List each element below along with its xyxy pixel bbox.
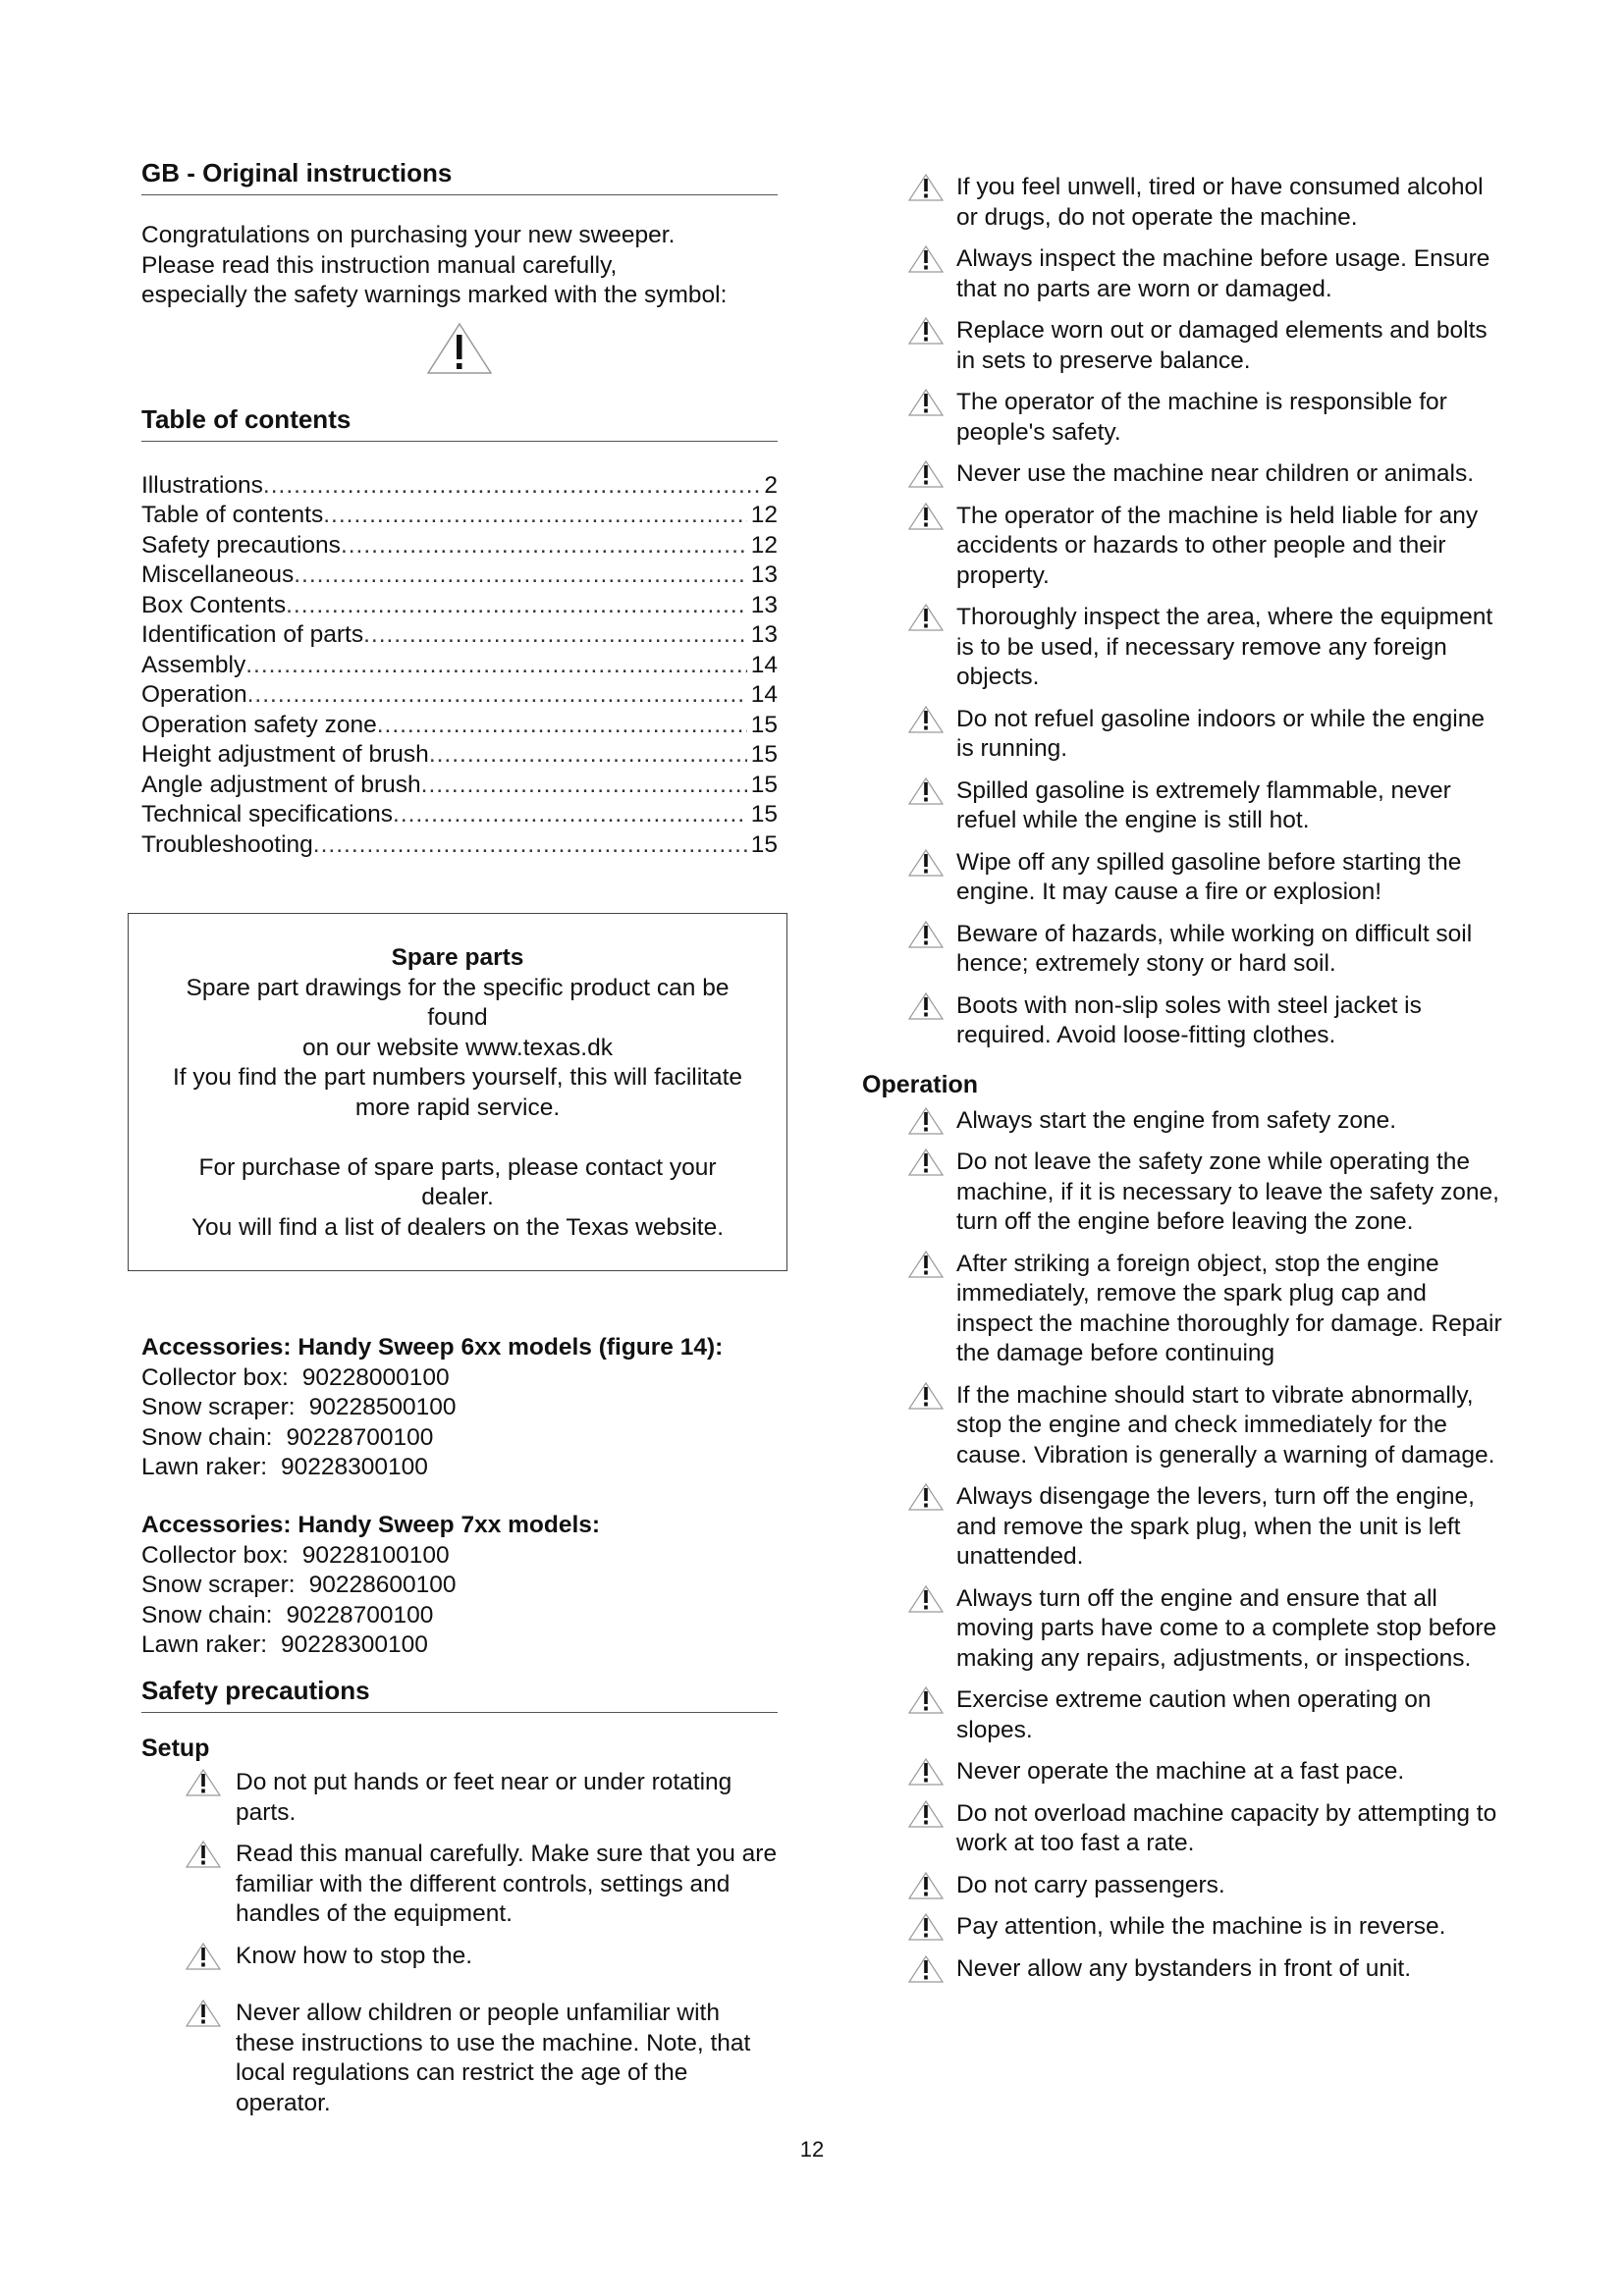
accessory-name: Collector box: [141,1363,289,1391]
toc-leader-dots [313,830,747,861]
toc-leader-dots [421,771,747,801]
toc-leader-dots [393,800,747,830]
warning-icon [185,1840,222,1878]
accessories-7xx-title: Accessories: Handy Sweep 7xx models: [141,1512,601,1538]
page-title: GB - Original instructions [141,157,778,195]
safety-warning-item [864,1381,1502,1471]
safety-warning-item [864,244,1502,304]
accessory-row [141,1541,789,1572]
safety-warning-item [864,1871,1502,1901]
toc-entry-title: Troubleshooting [141,830,313,858]
safety-warning-item [864,1482,1502,1573]
accessories-7xx [141,1511,789,1661]
warning-icon [907,1250,945,1288]
safety-section [141,1675,778,2118]
safety-warning-text: Exercise extreme caution when operating on slopes. [956,1686,1432,1743]
accessories-6xx-title: Accessories: Handy Sweep 6xx models (figure 14): [141,1334,724,1361]
toc-entry-title: Height adjustment of brush [141,741,429,768]
toc-entry [141,471,778,502]
operation-title: Operation [862,1070,979,1098]
toc-entry [141,740,778,771]
spare-parts-title: Spare parts [391,944,524,971]
safety-warning-text: Replace worn out or damaged elements and bolts in sets to preserve balance. [956,317,1488,374]
accessory-name: Lawn raker: [141,1631,268,1658]
safety-warning-item [864,502,1502,592]
toc-entry [141,531,778,561]
warning-icon [907,1954,945,1993]
toc-entry-page: 13 [750,591,778,618]
safety-warning-text: Do not carry passengers. [956,1871,1225,1898]
warning-icon [907,1912,945,1950]
safety-warning-text: Do not leave the safety zone while operating the machine, if it is necessary to leave the safety zone, turn off the engine before leaving the zone. [956,1148,1499,1235]
accessory-part-number: 90228300100 [281,1454,428,1480]
spare-parts-line: If you find the part numbers yourself, this will facilitate [172,1064,743,1091]
safety-warning-text: Do not put hands or feet near or under rotating parts. [236,1769,732,1826]
right-column [864,173,1502,1984]
spare-parts-text [129,974,786,1244]
warning-icon [185,1999,222,2037]
toc-entry-title: Technical specifications [141,801,394,828]
toc-entry-title: Illustrations [141,471,263,499]
warning-icon [907,388,945,426]
spare-parts-line: on our website www.texas.dk [302,1034,613,1061]
safety-warning-text: Always start the engine from safety zone. [956,1106,1397,1134]
safety-warning-text: Boots with non-slip soles with steel jacket is required. Avoid loose-fitting clothes. [956,991,1422,1048]
toc-entry-title: Box Contents [141,591,287,618]
toc-entry-title: Miscellaneous [141,561,295,588]
toc-entry-title: Operation safety zone [141,711,377,738]
warning-icon [907,1482,945,1521]
warning-icon [907,1584,945,1623]
safety-warning-item [864,1584,1502,1675]
safety-warning-item [141,1999,778,2118]
safety-warning-item [864,603,1502,693]
toc-entry-page: 15 [750,741,778,768]
safety-warning-text: Do not refuel gasoline indoors or while the engine is running. [956,705,1485,762]
safety-warning-text: If the machine should start to vibrate abnormally, stop the engine and check immediately for the cause. Vibration is generally a warning of damage. [956,1381,1495,1468]
toc-entry [141,771,778,801]
accessory-part-number: 90228000100 [301,1363,450,1391]
safety-warning-text: Never use the machine near children or animals. [956,460,1475,487]
safety-warning-text: After striking a foreign object, stop the engine immediately, remove the spark plug cap and inspect the machine thoroughly for damage. Repair the damage before continuing [956,1250,1502,1366]
accessory-part-number: 90228500100 [308,1394,457,1420]
spare-parts-line: Spare part drawings for the specific product can be [186,974,730,1001]
toc-entry [141,501,778,531]
toc-entry-page: 15 [750,711,778,738]
accessory-row [141,1423,789,1454]
safety-warning-item [864,920,1502,980]
toc-entry [141,830,778,861]
toc-leader-dots [294,561,746,591]
safety-warning-item [864,1250,1502,1369]
toc-entry-page: 15 [750,801,778,828]
toc-leader-dots [263,471,760,502]
toc-entry-title: Table of contents [141,502,324,528]
general-warnings [864,173,1502,1051]
warning-icon [907,1757,945,1795]
toc-entry-page: 13 [750,561,778,588]
warning-icon [907,1799,945,1838]
accessory-name: Lawn raker: [141,1454,268,1480]
safety-warning-text: Never allow any bystanders in front of unit. [956,1954,1412,1982]
accessories-6xx-list [141,1363,789,1483]
safety-warning-item [864,1685,1502,1745]
safety-warning-item [864,459,1502,490]
safety-warning-text: Beware of hazards, while working on difficult soil hence; extremely stony or hard soil. [956,920,1473,977]
spare-parts-line: more rapid service. [354,1094,561,1121]
toc-entry-page: 15 [750,830,778,858]
safety-warning-item [864,1799,1502,1859]
toc-leader-dots [341,531,747,561]
safety-warning-item [864,173,1502,233]
toc-entry-title: Assembly [141,651,246,678]
setup-title: Setup [141,1735,210,1762]
spare-parts-line: For purchase of spare parts, please contact your [198,1153,717,1181]
safety-warning-item [864,388,1502,448]
safety-warning-item [864,848,1502,908]
warning-icon [907,244,945,283]
accessory-row [141,1571,789,1601]
warning-icon [907,603,945,641]
warning-icon [907,502,945,540]
warning-icon [907,991,945,1030]
intro-line: Please read this instruction manual carefully, [141,251,618,279]
safety-warning-item [864,705,1502,765]
safety-warning-text: Always inspect the machine before usage. Ensure that no parts are worn or damaged. [956,245,1490,302]
safety-warning-item [864,1148,1502,1238]
safety-warning-text: Always turn off the engine and ensure that all moving parts have come to a complete stop before making any repairs, adjustments, or inspections. [956,1584,1497,1672]
safety-warning-text: If you feel unwell, tired or have consumed alcohol or drugs, do not operate the machine. [956,174,1484,231]
safety-warning-text: Wipe off any spilled gasoline before starting the engine. It may cause a fire or explosion! [956,848,1462,905]
accessory-part-number: 90228600100 [308,1572,457,1598]
safety-warning-text: Spilled gasoline is extremely flammable, never refuel while the engine is still hot. [956,776,1451,833]
toc-entry-page: 12 [750,531,778,559]
warning-icon [907,1381,945,1419]
toc-entry [141,620,778,651]
toc-entry [141,800,778,830]
safety-warning-item [864,1912,1502,1943]
toc-entry [141,680,778,711]
table-of-contents [141,471,778,861]
warning-icon [907,1106,945,1145]
toc-leader-dots [323,501,747,531]
safety-warning-text: Never operate the machine at a fast pace. [956,1758,1405,1785]
safety-warning-text: Always disengage the levers, turn off the engine, and remove the spark plug, when the unit is left unattended. [956,1483,1475,1570]
warning-icon [185,1942,222,1980]
safety-warning-text: Never allow children or people unfamiliar with these instructions to use the machine. Note, that local regulations can restrict the age of the operator. [236,2000,751,2116]
safety-warning-text: The operator of the machine is responsible for people's safety. [956,389,1447,446]
accessory-name: Snow chain: [141,1423,273,1451]
warning-icon [907,1148,945,1186]
warning-icon [907,316,945,354]
safety-warning-text: Do not overload machine capacity by attempting to work at too fast a rate. [956,1799,1497,1856]
accessory-name: Collector box: [141,1541,289,1569]
accessory-name: Snow chain: [141,1601,273,1629]
page-number: 12 [799,2137,825,2162]
safety-warning-item [141,1768,778,1828]
intro [141,221,778,311]
toc-entry [141,561,778,591]
accessory-row [141,1601,789,1631]
accessory-part-number: 90228700100 [286,1601,434,1629]
accessory-row [141,1453,789,1483]
safety-warning-item [864,1106,1502,1137]
intro-line: especially the safety warnings marked with the symbol: [141,282,728,308]
warning-icon [907,1871,945,1909]
warning-icon [907,705,945,743]
toc-leader-dots [286,591,747,621]
operation-warnings [864,1106,1502,1985]
safety-warning-text: Pay attention, while the machine is in reverse. [956,1913,1446,1940]
spare-parts-line [129,1123,786,1153]
safety-warning-item [864,1757,1502,1788]
toc-title: Table of contents [141,403,778,442]
safety-warning-item [864,991,1502,1051]
spare-parts-line: You will find a list of dealers on the Texas website. [190,1213,725,1241]
toc-entry-page: 12 [750,502,778,528]
toc-entry-title: Angle adjustment of brush [141,771,421,798]
toc-leader-dots [245,651,747,681]
accessory-part-number: 90228700100 [286,1423,434,1451]
warning-icon [185,1768,222,1806]
safety-warning-item [864,316,1502,376]
accessories-6xx [141,1333,789,1483]
safety-warning-item [141,1942,778,1972]
safety-warning-text: Read this manual carefully. Make sure that you are familiar with the different controls, settings and handles of the equipment. [236,1841,778,1927]
safety-title: Safety precautions [141,1675,778,1713]
safety-warning-item [864,776,1502,836]
toc-leader-dots [363,620,747,651]
accessory-part-number: 90228300100 [281,1631,428,1658]
toc-entry-title: Operation [141,681,247,708]
accessory-row [141,1393,789,1423]
toc-leader-dots [247,680,747,711]
warning-icon [907,776,945,815]
setup-warnings [141,1768,778,2118]
toc-entry-page: 15 [750,771,778,798]
safety-warning-text: The operator of the machine is held liable for any accidents or hazards to other people and their property. [956,502,1479,589]
accessory-row [141,1363,789,1394]
toc-leader-dots [429,740,747,771]
accessory-part-number: 90228100100 [301,1541,450,1569]
left-column [141,157,778,860]
accessory-row [141,1630,789,1661]
accessory-name: Snow scraper: [141,1572,296,1598]
accessories-7xx-list [141,1541,789,1661]
spare-parts-line: found [427,1004,488,1031]
warning-icon [907,459,945,498]
toc-entry-page: 14 [750,681,778,708]
safety-warning-text: Know how to stop the. [236,1942,473,1969]
toc-entry-title: Identification of parts [141,621,364,648]
toc-entry-title: Safety precautions [141,531,341,559]
toc-leader-dots [377,711,747,741]
toc-entry-page: 14 [750,651,778,678]
toc-entry [141,591,778,621]
safety-warning-text: Thoroughly inspect the area, where the equipment is to be used, if necessary remove any foreign objects. [956,604,1493,690]
warning-icon [907,173,945,211]
toc-entry [141,651,778,681]
safety-warning-item [141,1840,778,1930]
spare-parts-line: dealer. [421,1184,494,1210]
warning-icon [907,848,945,886]
intro-line: Congratulations on purchasing your new sweeper. [141,222,676,248]
warning-symbol-icon [141,321,778,380]
warning-icon [907,1685,945,1724]
safety-warning-item [864,1954,1502,1985]
accessory-name: Snow scraper: [141,1394,296,1420]
toc-entry-page: 2 [764,471,778,499]
toc-entry [141,711,778,741]
toc-entry-page: 13 [750,621,778,648]
spare-parts-box [128,913,787,1271]
warning-icon [907,920,945,958]
